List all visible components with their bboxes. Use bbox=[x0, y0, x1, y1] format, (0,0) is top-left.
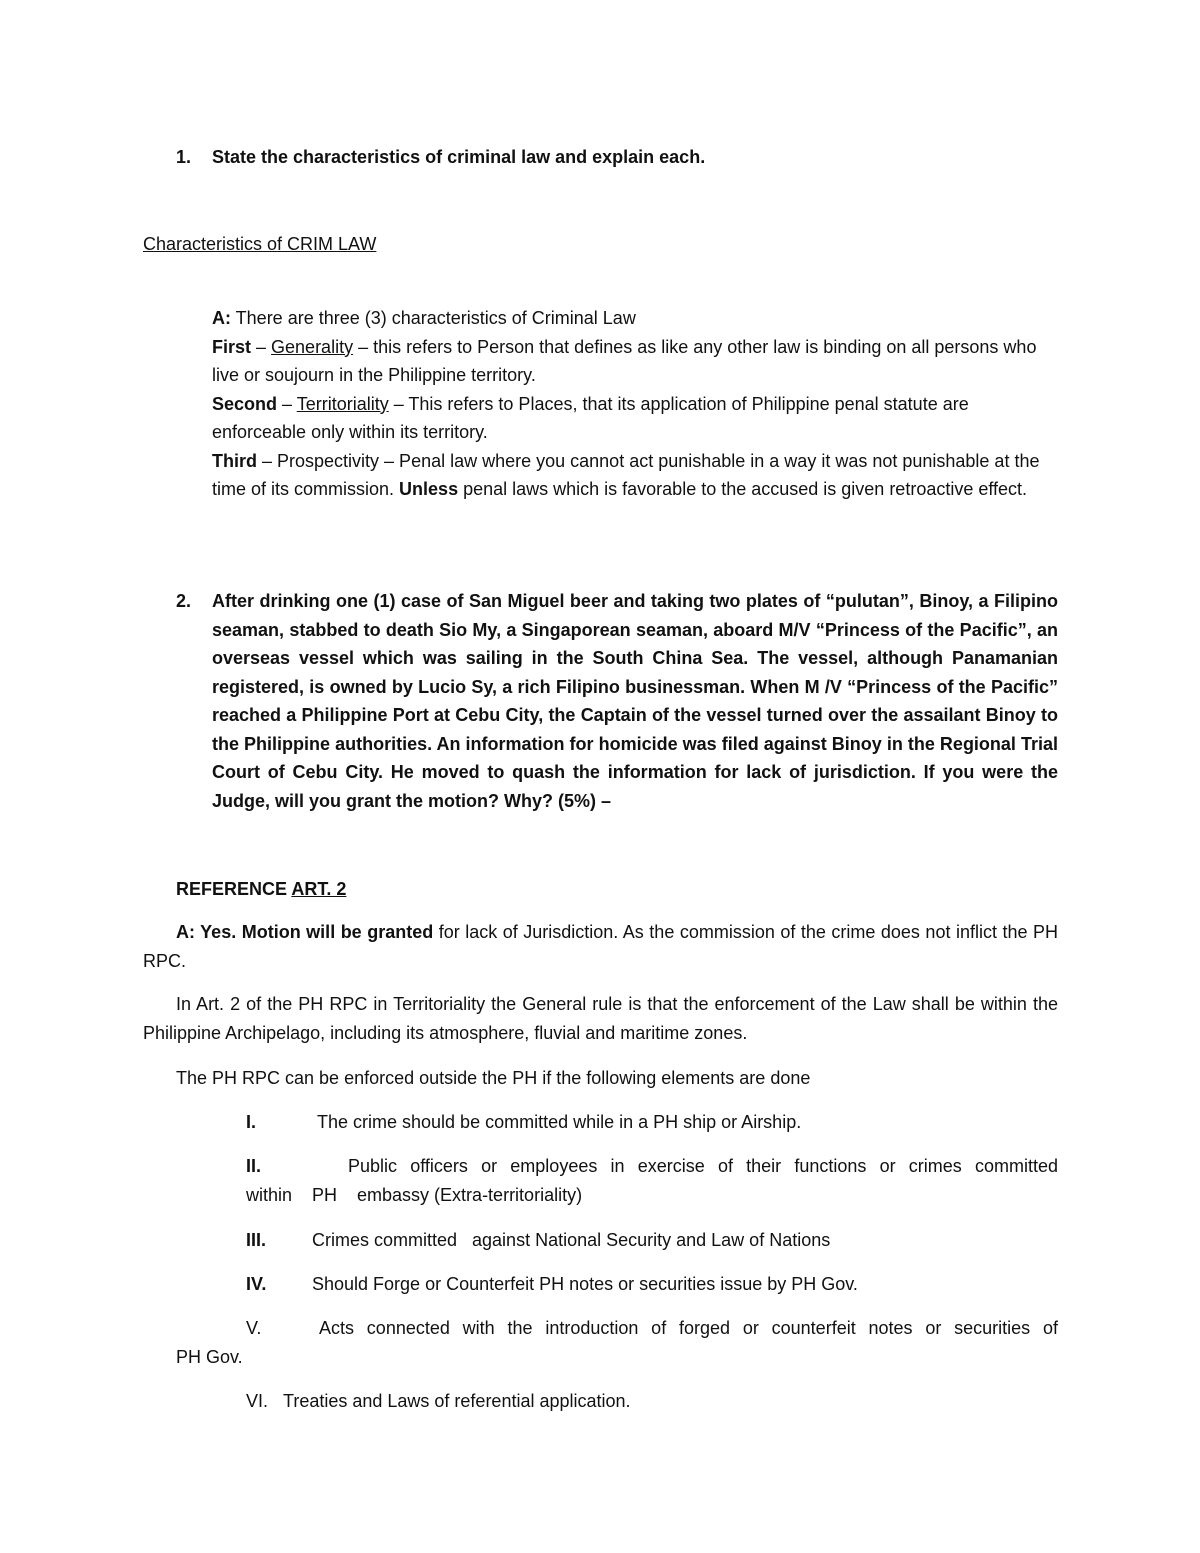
answer-2 bbox=[143, 918, 1058, 975]
second-label: Second bbox=[212, 393, 278, 414]
characteristic-second bbox=[212, 390, 1058, 447]
dash: – bbox=[277, 393, 297, 414]
third-label: Third bbox=[212, 450, 257, 471]
list-numeral: VI. bbox=[246, 1391, 269, 1411]
reference-prefix: REFERENCE bbox=[176, 879, 292, 899]
list-text: The crime should be committed while in a PH ship or Airship. bbox=[317, 1112, 802, 1132]
question-2-number: 2. bbox=[176, 591, 192, 611]
list-text: Should Forge or Counterfeit PH notes or securities issue by PH Gov. bbox=[312, 1274, 858, 1294]
reference-article: ART. 2 bbox=[291, 879, 347, 899]
second-text: – This refers to Places, that its application of Philippine penal statute are enforceable only within its territory. bbox=[212, 393, 969, 442]
question-2-text: After drinking one (1) case of San Miguel beer and taking two plates of “pulutan”, Binoy, a Filipino seaman, stabbed to death Sio My, a Singaporean seaman, aboard M/V “Princess of the Pacific”, an overseas vessel which was sailing in the South China Sea. The vessel, although Panamanian registered, is owned by Lucio Sy, a rich Filipino businessman. When M /V “Princess of the Pacific” reached a Philippine Port at Cebu City, the Captain of the vessel turned over the assailant Binoy to the Philippine authorities. An information for homicide was filed against Binoy in the Regional Trial Court of Cebu City. He moved to quash the information for lack of jurisdiction. If you were the Judge, will you grant the motion? Why? (5%) – bbox=[212, 591, 1058, 811]
unless-label: Unless bbox=[399, 479, 459, 499]
list-text-continued: within PH embassy (Extra-territoriality) bbox=[246, 1185, 583, 1205]
answer-1 bbox=[212, 304, 1058, 504]
question-1-text: State the characteristics of criminal law and explain each. bbox=[212, 147, 706, 167]
list-text: Crimes committed against National Security and Law of Nations bbox=[312, 1230, 831, 1250]
list-text: Public officers or employees in exercise of their functions or crimes committed bbox=[348, 1156, 1058, 1176]
list-text: Treaties and Laws of referential application. bbox=[283, 1391, 631, 1411]
answer-2-text: for lack of Jurisdiction. As the commission of the crime does not inflict the PH RPC. bbox=[143, 922, 1058, 971]
list-text-continued: PH Gov. bbox=[176, 1347, 243, 1367]
answer-2-paragraph bbox=[143, 918, 1058, 975]
third-text: – Prospectivity – Penal law where you cannot act punishable in a way it was not punishable at the time of its commission. bbox=[212, 450, 1040, 499]
article-2-text: In Art. 2 of the PH RPC in Territoriality the General rule is that the enforcement of the Law shall be within the Philippine Archipelago, including its atmosphere, fluvial and maritime zones. bbox=[143, 994, 1058, 1043]
characteristics-heading: Characteristics of CRIM LAW bbox=[143, 234, 377, 254]
list-numeral: III. bbox=[246, 1230, 267, 1250]
list-numeral: II. bbox=[246, 1156, 262, 1176]
characteristic-third bbox=[212, 447, 1058, 504]
first-label: First bbox=[212, 336, 252, 357]
question-2 bbox=[176, 587, 1058, 815]
first-text: – this refers to Person that defines as like any other law is binding on all persons who live or soujourn in the Philippine territory. bbox=[212, 336, 1037, 385]
answer-1-intro-text: There are three (3) characteristics of Criminal Law bbox=[231, 308, 636, 328]
list-numeral: I. bbox=[246, 1112, 257, 1132]
question-1-number: 1. bbox=[176, 147, 192, 167]
elements-intro: The PH RPC can be enforced outside the PH if the following elements are done bbox=[176, 1068, 811, 1088]
reference-heading bbox=[176, 875, 346, 904]
list-text: Acts connected with the introduction of forged or counterfeit notes or securities of bbox=[319, 1318, 1058, 1338]
answer-1-intro bbox=[212, 304, 1058, 333]
first-term: Generality bbox=[271, 336, 354, 357]
answer-2-bold: A: Yes. Motion will be granted bbox=[176, 922, 434, 942]
second-term: Territoriality bbox=[296, 393, 389, 414]
list-numeral: IV. bbox=[246, 1274, 267, 1294]
characteristic-first bbox=[212, 333, 1058, 390]
answer-label: A: bbox=[212, 308, 231, 328]
article-2-paragraph bbox=[143, 990, 1058, 1047]
unless-text: penal laws which is favorable to the accused is given retroactive effect. bbox=[458, 479, 1028, 499]
list-numeral: V. bbox=[246, 1318, 262, 1338]
dash: – bbox=[251, 336, 272, 357]
